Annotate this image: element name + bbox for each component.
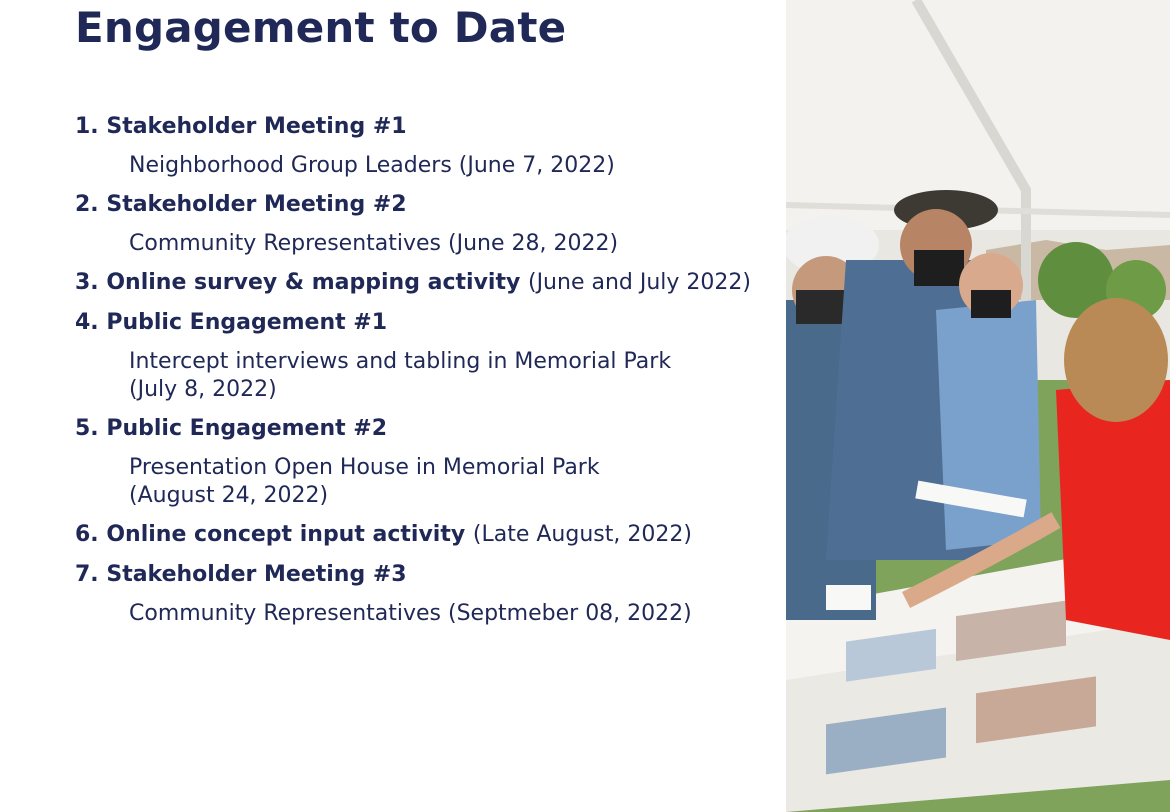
item-heading: Stakeholder Meeting #3 — [106, 562, 407, 587]
item-detail-line: Intercept interviews and tabling in Memorial Park — [129, 349, 672, 374]
list-item — [75, 112, 795, 180]
item-detail: Community Representatives (June 28, 2022) — [129, 231, 619, 256]
engagement-list — [75, 112, 795, 628]
page-title: Engagement to Date — [75, 3, 567, 52]
community-engagement-photo — [786, 0, 1170, 812]
item-detail-line: (July 8, 2022) — [129, 377, 277, 402]
item-detail: Community Representatives (Septmeber 08, 2022) — [129, 601, 692, 626]
photo-illustration — [786, 0, 1170, 812]
item-number: 3. — [75, 270, 99, 295]
list-item — [75, 308, 795, 404]
item-number: 6. — [75, 522, 99, 547]
list-item — [75, 190, 795, 258]
item-number: 2. — [75, 192, 99, 217]
item-heading: Stakeholder Meeting #2 — [106, 192, 407, 217]
item-heading: Public Engagement #1 — [106, 310, 388, 335]
list-item — [75, 268, 795, 298]
item-heading: Public Engagement #2 — [106, 416, 388, 441]
item-heading: Stakeholder Meeting #1 — [106, 114, 407, 139]
item-detail — [129, 348, 769, 404]
item-number: 4. — [75, 310, 99, 335]
item-heading: Online concept input activity — [106, 522, 466, 547]
list-item — [75, 414, 795, 510]
item-date: (June and July 2022) — [527, 270, 751, 295]
item-detail-line: Presentation Open House in Memorial Park — [129, 455, 600, 480]
item-detail-line: (August 24, 2022) — [129, 483, 329, 508]
item-detail: Neighborhood Group Leaders (June 7, 2022) — [129, 153, 615, 178]
item-detail — [129, 454, 769, 510]
list-item — [75, 560, 795, 628]
item-number: 7. — [75, 562, 99, 587]
item-date: (Late August, 2022) — [472, 522, 692, 547]
list-item — [75, 520, 795, 550]
item-number: 5. — [75, 416, 99, 441]
item-heading: Online survey & mapping activity — [106, 270, 521, 295]
item-number: 1. — [75, 114, 99, 139]
